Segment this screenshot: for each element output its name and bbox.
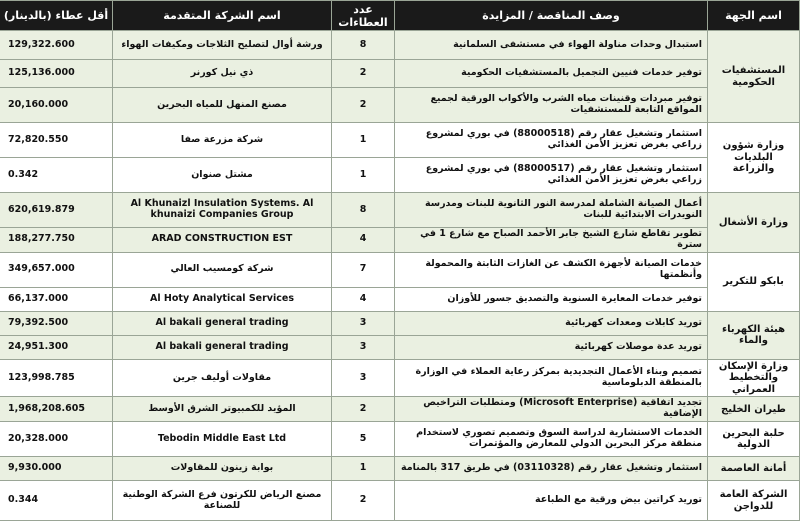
lowest-bid-cell: 79,392.500	[0, 311, 113, 335]
description-cell: توفير خدمات المعايرة السنوية والتصديق جسور للأوزان	[395, 287, 708, 311]
lowest-bid-cell: 9,930.000	[0, 457, 113, 481]
table-row	[0, 60, 800, 88]
bids-count-cell: 8	[332, 193, 395, 228]
lowest-bid-cell: 20,328.000	[0, 422, 113, 457]
company-cell: المؤيد للكمبيوتر الشرق الأوسط	[113, 397, 332, 422]
description-cell: استبدال وحدات مناولة الهواء في مستشفى السلمانية	[395, 31, 708, 60]
table-row	[0, 158, 800, 193]
table-row	[0, 397, 800, 422]
company-cell: ARAD CONSTRUCTION EST	[113, 228, 332, 253]
entity-cell: أمانة العاصمة	[708, 457, 800, 481]
entity-cell: المستشفيات الحكومية	[708, 31, 800, 123]
lowest-bid-cell: 0.342	[0, 158, 113, 193]
company-cell: ذي نيل كورنر	[113, 60, 332, 88]
company-cell: شركة مزرعة صفا	[113, 123, 332, 158]
description-cell: أعمال الصيانة الشاملة لمدرسة النور الثانوية للبنات ومدرسة النويدرات الابتدائية للبنات	[395, 193, 708, 228]
lowest-bid-cell: 0.344	[0, 481, 113, 521]
bids-count-cell: 1	[332, 123, 395, 158]
bids-count-cell: 2	[332, 60, 395, 88]
lowest-bid-cell: 129,322.600	[0, 31, 113, 60]
header-entity: اسم الجهة	[708, 1, 800, 31]
company-cell: مقاولات أوليف جرين	[113, 359, 332, 397]
table-row	[0, 457, 800, 481]
company-cell: مصنع الرياض للكرتون فرع الشركة الوطنية للصناعة	[113, 481, 332, 521]
company-cell: شركة كومسيب العالي	[113, 252, 332, 287]
bids-count-cell: 8	[332, 31, 395, 60]
lowest-bid-cell: 123,998.785	[0, 359, 113, 397]
header-description: وصف المناقصة / المزايدة	[395, 1, 708, 31]
description-cell: توريد كابلات ومعدات كهربائية	[395, 311, 708, 335]
entity-cell: وزارة الأشغال	[708, 193, 800, 253]
table-row	[0, 193, 800, 228]
bids-count-cell: 1	[332, 158, 395, 193]
table-row	[0, 123, 800, 158]
description-cell: خدمات الصيانة لأجهزة الكشف عن الغازات الثابتة والمحمولة وأنظمتها	[395, 252, 708, 287]
bids-count-cell: 3	[332, 311, 395, 335]
bids-count-cell: 3	[332, 359, 395, 397]
company-cell: Al bakali general trading	[113, 335, 332, 359]
description-cell: استثمار وتشغيل عقار رقم (03110328) في طريق 317 بالمنامة	[395, 457, 708, 481]
lowest-bid-cell: 349,657.000	[0, 252, 113, 287]
description-cell: تطوير تقاطع شارع الشيخ جابر الأحمد الصباح مع شارع 1 في سترة	[395, 228, 708, 253]
description-cell: توفير خدمات فنيين التجميل بالمستشفيات الحكومية	[395, 60, 708, 88]
table-row	[0, 252, 800, 287]
company-cell: مشتل صنوان	[113, 158, 332, 193]
header-bids-count: عدد العطاءات	[332, 1, 395, 31]
lowest-bid-cell: 72,820.550	[0, 123, 113, 158]
lowest-bid-cell: 188,277.750	[0, 228, 113, 253]
company-cell: Al bakali general trading	[113, 311, 332, 335]
bids-count-cell: 5	[332, 422, 395, 457]
bids-count-cell: 4	[332, 228, 395, 253]
header-lowest-bid: أقل عطاء (بالدينار)	[0, 1, 113, 31]
company-cell: Al Hoty Analytical Services	[113, 287, 332, 311]
description-cell: توريد كراتين بيض ورقية مع الطباعة	[395, 481, 708, 521]
entity-cell: طيران الخليج	[708, 397, 800, 422]
table-row	[0, 311, 800, 335]
description-cell: استثمار وتشغيل عقار رقم (88000518) في بوري لمشروع زراعي بغرض تعزيز الأمن الغذائي	[395, 123, 708, 158]
bids-count-cell: 7	[332, 252, 395, 287]
description-cell: الخدمات الاستشارية لدراسة السوق وتصميم تصوري لاستخدام منطقة مركز البحرين الدولي للمعارض والمؤتمرات	[395, 422, 708, 457]
table-row	[0, 422, 800, 457]
entity-cell: وزارة شؤون البلديات والزراعة	[708, 123, 800, 193]
lowest-bid-cell: 20,160.000	[0, 88, 113, 123]
description-cell: توريد عدة موصلات كهربائية	[395, 335, 708, 359]
company-cell: ورشة أوال لتصليح الثلاجات ومكيفات الهواء	[113, 31, 332, 60]
entity-cell: حلبة البحرين الدولية	[708, 422, 800, 457]
entity-cell: وزارة الإسكان والتخطيط العمراني	[708, 359, 800, 397]
table-row	[0, 481, 800, 521]
bids-count-cell: 2	[332, 481, 395, 521]
bids-count-cell: 3	[332, 335, 395, 359]
header-company: اسم الشركة المتقدمة	[113, 1, 332, 31]
entity-cell: بابكو للتكرير	[708, 252, 800, 311]
lowest-bid-cell: 1,968,208.605	[0, 397, 113, 422]
table-row	[0, 31, 800, 60]
description-cell: تصميم وبناء الأعمال التجديدية بمركز رعاية العملاء في الوزارة بالمنطقة الدبلوماسية	[395, 359, 708, 397]
lowest-bid-cell: 620,619.879	[0, 193, 113, 228]
bids-count-cell: 1	[332, 457, 395, 481]
description-cell: تجديد اتفاقية (Microsoft Enterprise) ومتطلبات التراخيص الإضافية	[395, 397, 708, 422]
bids-count-cell: 2	[332, 88, 395, 123]
bids-count-cell: 4	[332, 287, 395, 311]
table-row	[0, 359, 800, 397]
company-cell: Al Khunaizl Insulation Systems. Al khunaizi Companies Group	[113, 193, 332, 228]
table-row	[0, 228, 800, 253]
entity-cell: الشركة العامة للدواجن	[708, 481, 800, 521]
lowest-bid-cell: 125,136.000	[0, 60, 113, 88]
bids-count-cell: 2	[332, 397, 395, 422]
table-row	[0, 88, 800, 123]
table-row	[0, 287, 800, 311]
lowest-bid-cell: 24,951.300	[0, 335, 113, 359]
company-cell: بوابة زينون للمقاولات	[113, 457, 332, 481]
description-cell: استثمار وتشغيل عقار رقم (88000517) في بوري لمشروع زراعي بغرض تعزيز الأمن الغذائي	[395, 158, 708, 193]
entity-cell: هيئة الكهرباء والماء	[708, 311, 800, 359]
lowest-bid-cell: 66,137.000	[0, 287, 113, 311]
description-cell: توفير مبردات وقنينات مياه الشرب والأكواب الورقية لجميع المواقع التابعة للمستشفيات	[395, 88, 708, 123]
company-cell: مصنع المنهل للمياه البحرين	[113, 88, 332, 123]
table-row	[0, 335, 800, 359]
company-cell: Tebodin Middle East Ltd	[113, 422, 332, 457]
header-row	[0, 1, 800, 31]
